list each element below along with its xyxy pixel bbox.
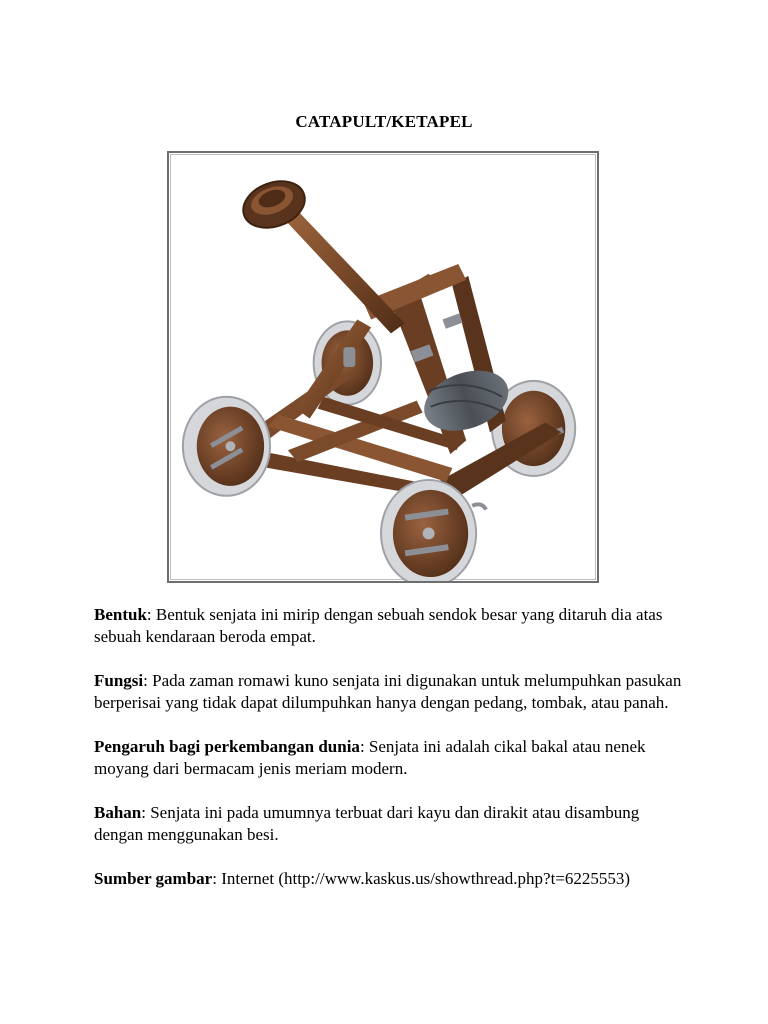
section-sumber: [94, 868, 686, 890]
section-pengaruh: [94, 736, 686, 780]
section-text: : Senjata ini pada umumnya terbuat dari kayu dan dirakit atau disambung dengan menggunakan besi.: [94, 803, 640, 844]
section-text: : Internet (http://www.kaskus.us/showthread.php?t=6225553): [212, 869, 631, 888]
section-bahan: [94, 802, 686, 846]
document-body: [94, 604, 686, 912]
section-label: Fungsi: [94, 671, 144, 690]
section-label: Pengaruh bagi perkembangan dunia: [94, 737, 360, 756]
catapult-image: [167, 151, 599, 583]
section-bentuk: [94, 604, 686, 648]
document-title: CATAPULT/KETAPEL: [295, 112, 473, 131]
catapult-illustration: [169, 153, 597, 581]
section-text: : Bentuk senjata ini mirip dengan sebuah sendok besar yang ditaruh dia atas sebuah kendaraan beroda empat.: [94, 605, 663, 646]
section-text: : Senjata ini adalah cikal bakal atau nenek moyang dari bermacam jenis meriam modern.: [94, 737, 646, 778]
front-left-wheel: [183, 397, 270, 496]
front-right-wheel: [381, 480, 476, 581]
section-fungsi: [94, 670, 686, 714]
section-text: : Pada zaman romawi kuno senjata ini digunakan untuk melumpuhkan pasukan berperisai yang tidak dapat dilumpuhkan hanya dengan pedang, tombak, atau panah.: [94, 671, 682, 712]
section-label: Sumber gambar: [94, 869, 213, 888]
hook: [472, 504, 486, 509]
section-label: Bentuk: [94, 605, 147, 624]
section-label: Bahan: [94, 803, 142, 822]
